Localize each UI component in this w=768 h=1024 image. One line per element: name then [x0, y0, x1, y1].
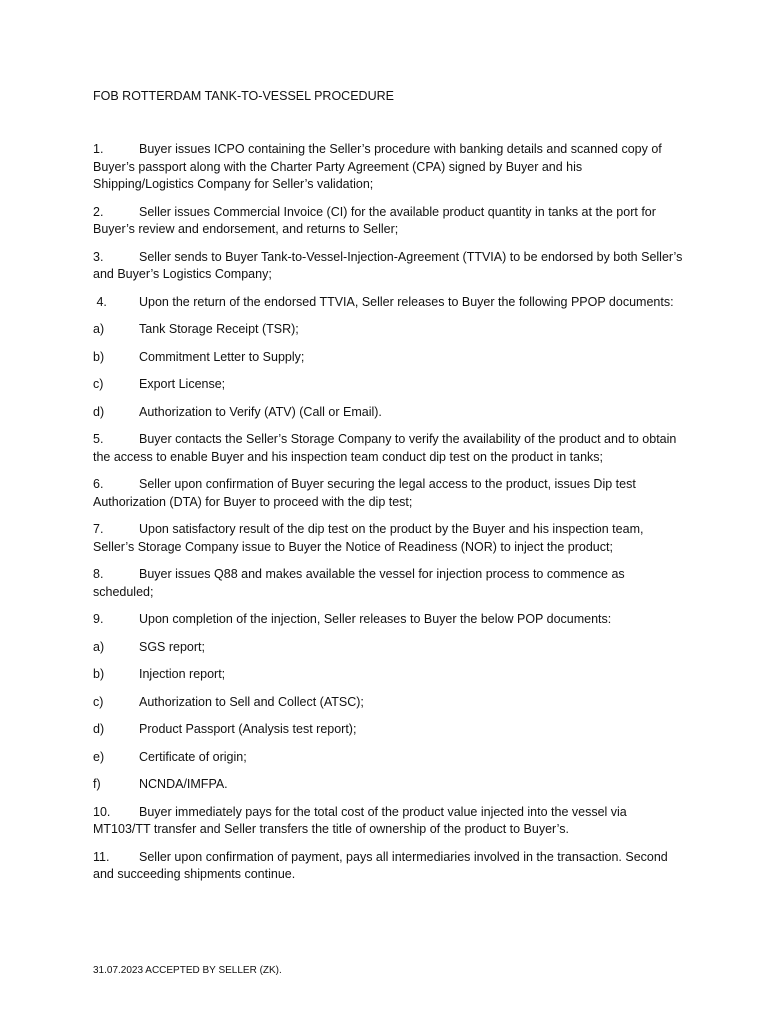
paragraph-2 [93, 204, 683, 239]
item-text: Product Passport (Analysis test report); [139, 722, 357, 736]
pop-item-f [93, 776, 683, 794]
paragraph-8 [93, 566, 683, 601]
item-number: c) [93, 377, 104, 391]
item-text: Authorization to Verify (ATV) (Call or Email). [139, 404, 382, 419]
pop-item-d [93, 721, 683, 739]
item-text: Upon completion of the injection, Seller releases to Buyer the below POP documents: [139, 612, 612, 626]
item-text: Tank Storage Receipt (TSR); [139, 322, 299, 336]
item-number: 7. [93, 522, 104, 536]
item-number: 6. [93, 477, 104, 491]
item-number: a) [93, 322, 105, 336]
item-number: 10. [93, 804, 111, 819]
item-number: b) [93, 349, 105, 364]
document-title: FOB ROTTERDAM TANK-TO-VESSEL PROCEDURE [93, 89, 394, 103]
item-text: Authorization to Sell and Collect (ATSC); [139, 694, 364, 709]
item-text: Commitment Letter to Supply; [139, 349, 305, 364]
item-number: 9. [93, 612, 104, 626]
item-number: 8. [93, 567, 104, 581]
paragraph-7 [93, 521, 683, 556]
item-text: SGS report; [139, 639, 205, 654]
pop-item-b [93, 666, 683, 684]
item-text: Seller upon confirmation of payment, pays all intermediaries involved in the transaction. Second and succeeding shipments continue. [93, 849, 668, 881]
item-text: Seller upon confirmation of Buyer securing the legal access to the product, issues Dip test Authorization (DTA) for Buyer to proceed with the dip test; [93, 477, 636, 509]
item-text: Export License; [139, 377, 226, 391]
ppop-item-c [93, 376, 683, 394]
paragraph-9 [93, 611, 683, 629]
item-number: c) [93, 694, 104, 709]
pop-item-c [93, 694, 683, 712]
item-number: f) [93, 777, 101, 791]
ppop-item-a [93, 321, 683, 339]
paragraph-6 [93, 476, 683, 511]
paragraph-3 [93, 249, 683, 284]
item-text: Buyer contacts the Seller’s Storage Company to verify the availability of the product and to obtain the access to enable Buyer and his inspection team conduct dip test on the product in tanks; [93, 432, 677, 464]
item-text: Buyer issues ICPO containing the Seller’s procedure with banking details and scanned copy of Buyer’s passport along with the Charter Party Agreement (CPA) signed by Buyer and his Shipping/Logistics Company for Seller’s validation; [93, 142, 662, 191]
item-number: d) [93, 404, 105, 419]
item-number: 1. [93, 142, 104, 156]
paragraph-11 [93, 849, 683, 884]
item-text: Seller issues Commercial Invoice (CI) for the available product quantity in tanks at the port for Buyer’s review and endorsement, and returns to Seller; [93, 204, 656, 236]
item-text: Upon satisfactory result of the dip test on the product by the Buyer and his inspection team, Seller’s Storage Company issue to Buyer the Notice of Readiness (NOR) to inject the product; [93, 522, 644, 554]
paragraph-1 [93, 141, 683, 194]
pop-item-e [93, 749, 683, 767]
item-text: Upon the return of the endorsed TTVIA, Seller releases to Buyer the following PPOP documents: [139, 294, 674, 309]
item-number: b) [93, 667, 105, 681]
paragraph-10 [93, 804, 683, 839]
item-text: Certificate of origin; [139, 749, 247, 764]
item-number: 3. [93, 249, 104, 264]
item-number: 4. [93, 294, 107, 309]
paragraph-4 [93, 294, 683, 312]
item-number: 5. [93, 432, 104, 446]
item-number: d) [93, 722, 105, 736]
item-text: Injection report; [139, 667, 226, 681]
ppop-item-d [93, 404, 683, 422]
item-text: Buyer issues Q88 and makes available the vessel for injection process to commence as scheduled; [93, 567, 625, 599]
paragraph-5 [93, 431, 683, 466]
item-text: Seller sends to Buyer Tank-to-Vessel-Injection-Agreement (TTVIA) to be endorsed by both Seller’s and Buyer’s Logistics Company; [93, 249, 683, 281]
item-text: NCNDA/IMFPA. [139, 777, 228, 791]
item-text: Buyer immediately pays for the total cost of the product value injected into the vessel via MT103/TT transfer and Seller transfers the title of ownership of the product to Buyer’s. [93, 804, 627, 836]
item-number: e) [93, 749, 105, 764]
item-number: a) [93, 639, 105, 654]
item-number: 11. [93, 849, 110, 864]
document-body [93, 141, 683, 894]
pop-item-a [93, 639, 683, 657]
ppop-item-b [93, 349, 683, 367]
item-number: 2. [93, 204, 104, 219]
acceptance-footer: 31.07.2023 ACCEPTED BY SELLER (ZK). [93, 965, 282, 976]
